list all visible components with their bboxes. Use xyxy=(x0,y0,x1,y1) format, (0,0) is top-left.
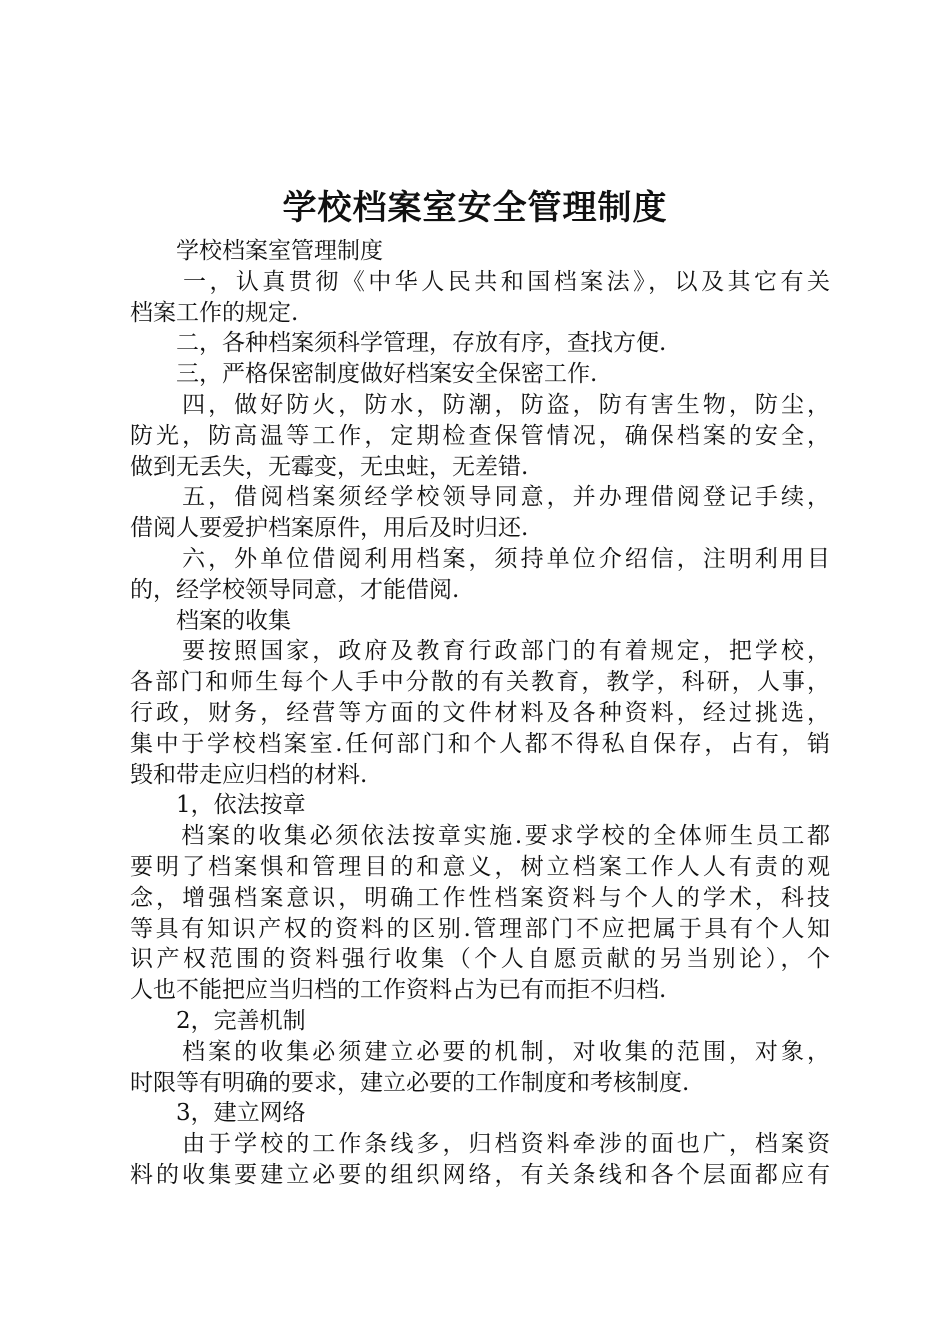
text-line: 三，严格保密制度做好档案安全保密工作. xyxy=(130,361,598,388)
text-line: 要按照国家，政府及教育行政部门的有着规定，把学校， xyxy=(130,638,830,665)
text-line: 人也不能把应当归档的工作资料占为已有而拒不归档. xyxy=(130,977,667,1004)
text-line: 由于学校的工作条线多，归档资料牵涉的面也广，档案资 xyxy=(130,1131,830,1158)
text-line: 学校档案室管理制度 xyxy=(130,238,383,264)
text-line: 做到无丢失，无霉变，无虫蛀，无差错. xyxy=(130,453,529,480)
text-line: 四，做好防火，防水，防潮，防盗，防有害生物，防尘， xyxy=(130,391,830,418)
section-heading: 2，完善机制 xyxy=(130,1007,306,1034)
document-body xyxy=(130,236,830,1191)
section-heading: 3，建立网络 xyxy=(130,1100,306,1127)
text-line: 一，认真贯彻《中华人民共和国档案法》，以及其它有关 xyxy=(130,268,830,295)
text-line: 行政，财务，经营等方面的文件材料及各种资料，经过挑选， xyxy=(130,699,830,726)
text-line: 时限等有明确的要求，建立必要的工作制度和考核制度. xyxy=(130,1069,690,1096)
text-line: 档案的收集必须建立必要的机制，对收集的范围，对象， xyxy=(130,1038,830,1065)
text-line: 五，借阅档案须经学校领导同意，并办理借阅登记手续， xyxy=(130,484,830,511)
text-line: 集中于学校档案室.任何部门和个人都不得私自保存，占有，销 xyxy=(130,730,830,757)
text-line: 要明了档案惧和管理目的和意义，树立档案工作人人有责的观 xyxy=(130,853,830,880)
text-line: 识产权范围的资料强行收集（个人自愿贡献的另当别论），个 xyxy=(130,946,830,973)
text-line: 等具有知识产权的资料的区别.管理部门不应把属于具有个人知 xyxy=(130,915,830,942)
text-line: 各部门和师生每个人手中分散的有关教育，教学，科研，人事， xyxy=(130,669,830,696)
text-line: 档案的收集必须依法按章实施.要求学校的全体师生员工都 xyxy=(130,823,830,850)
section-heading: 档案的收集 xyxy=(130,607,291,634)
section-heading: 1，依法按章 xyxy=(130,792,306,819)
text-line: 六，外单位借阅利用档案，须持单位介绍信，注明利用目 xyxy=(130,545,830,572)
text-line: 毁和带走应归档的材料. xyxy=(130,761,368,788)
text-line: 借阅人要爱护档案原件，用后及时归还. xyxy=(130,515,529,542)
text-line: 档案工作的规定. xyxy=(130,299,299,326)
text-line: 料的收集要建立必要的组织网络，有关条线和各个层面都应有 xyxy=(130,1161,830,1188)
document-title: 学校档案室安全管理制度 xyxy=(282,188,668,228)
text-line: 念，增强档案意识，明确工作性档案资料与个人的学术，科技 xyxy=(130,884,830,911)
text-line: 防光，防高温等工作，定期检查保管情况，确保档案的安全， xyxy=(130,422,830,449)
text-line: 二，各种档案须科学管理，存放有序，查找方便. xyxy=(130,330,667,357)
text-line: 的，经学校领导同意，才能借阅. xyxy=(130,576,460,603)
